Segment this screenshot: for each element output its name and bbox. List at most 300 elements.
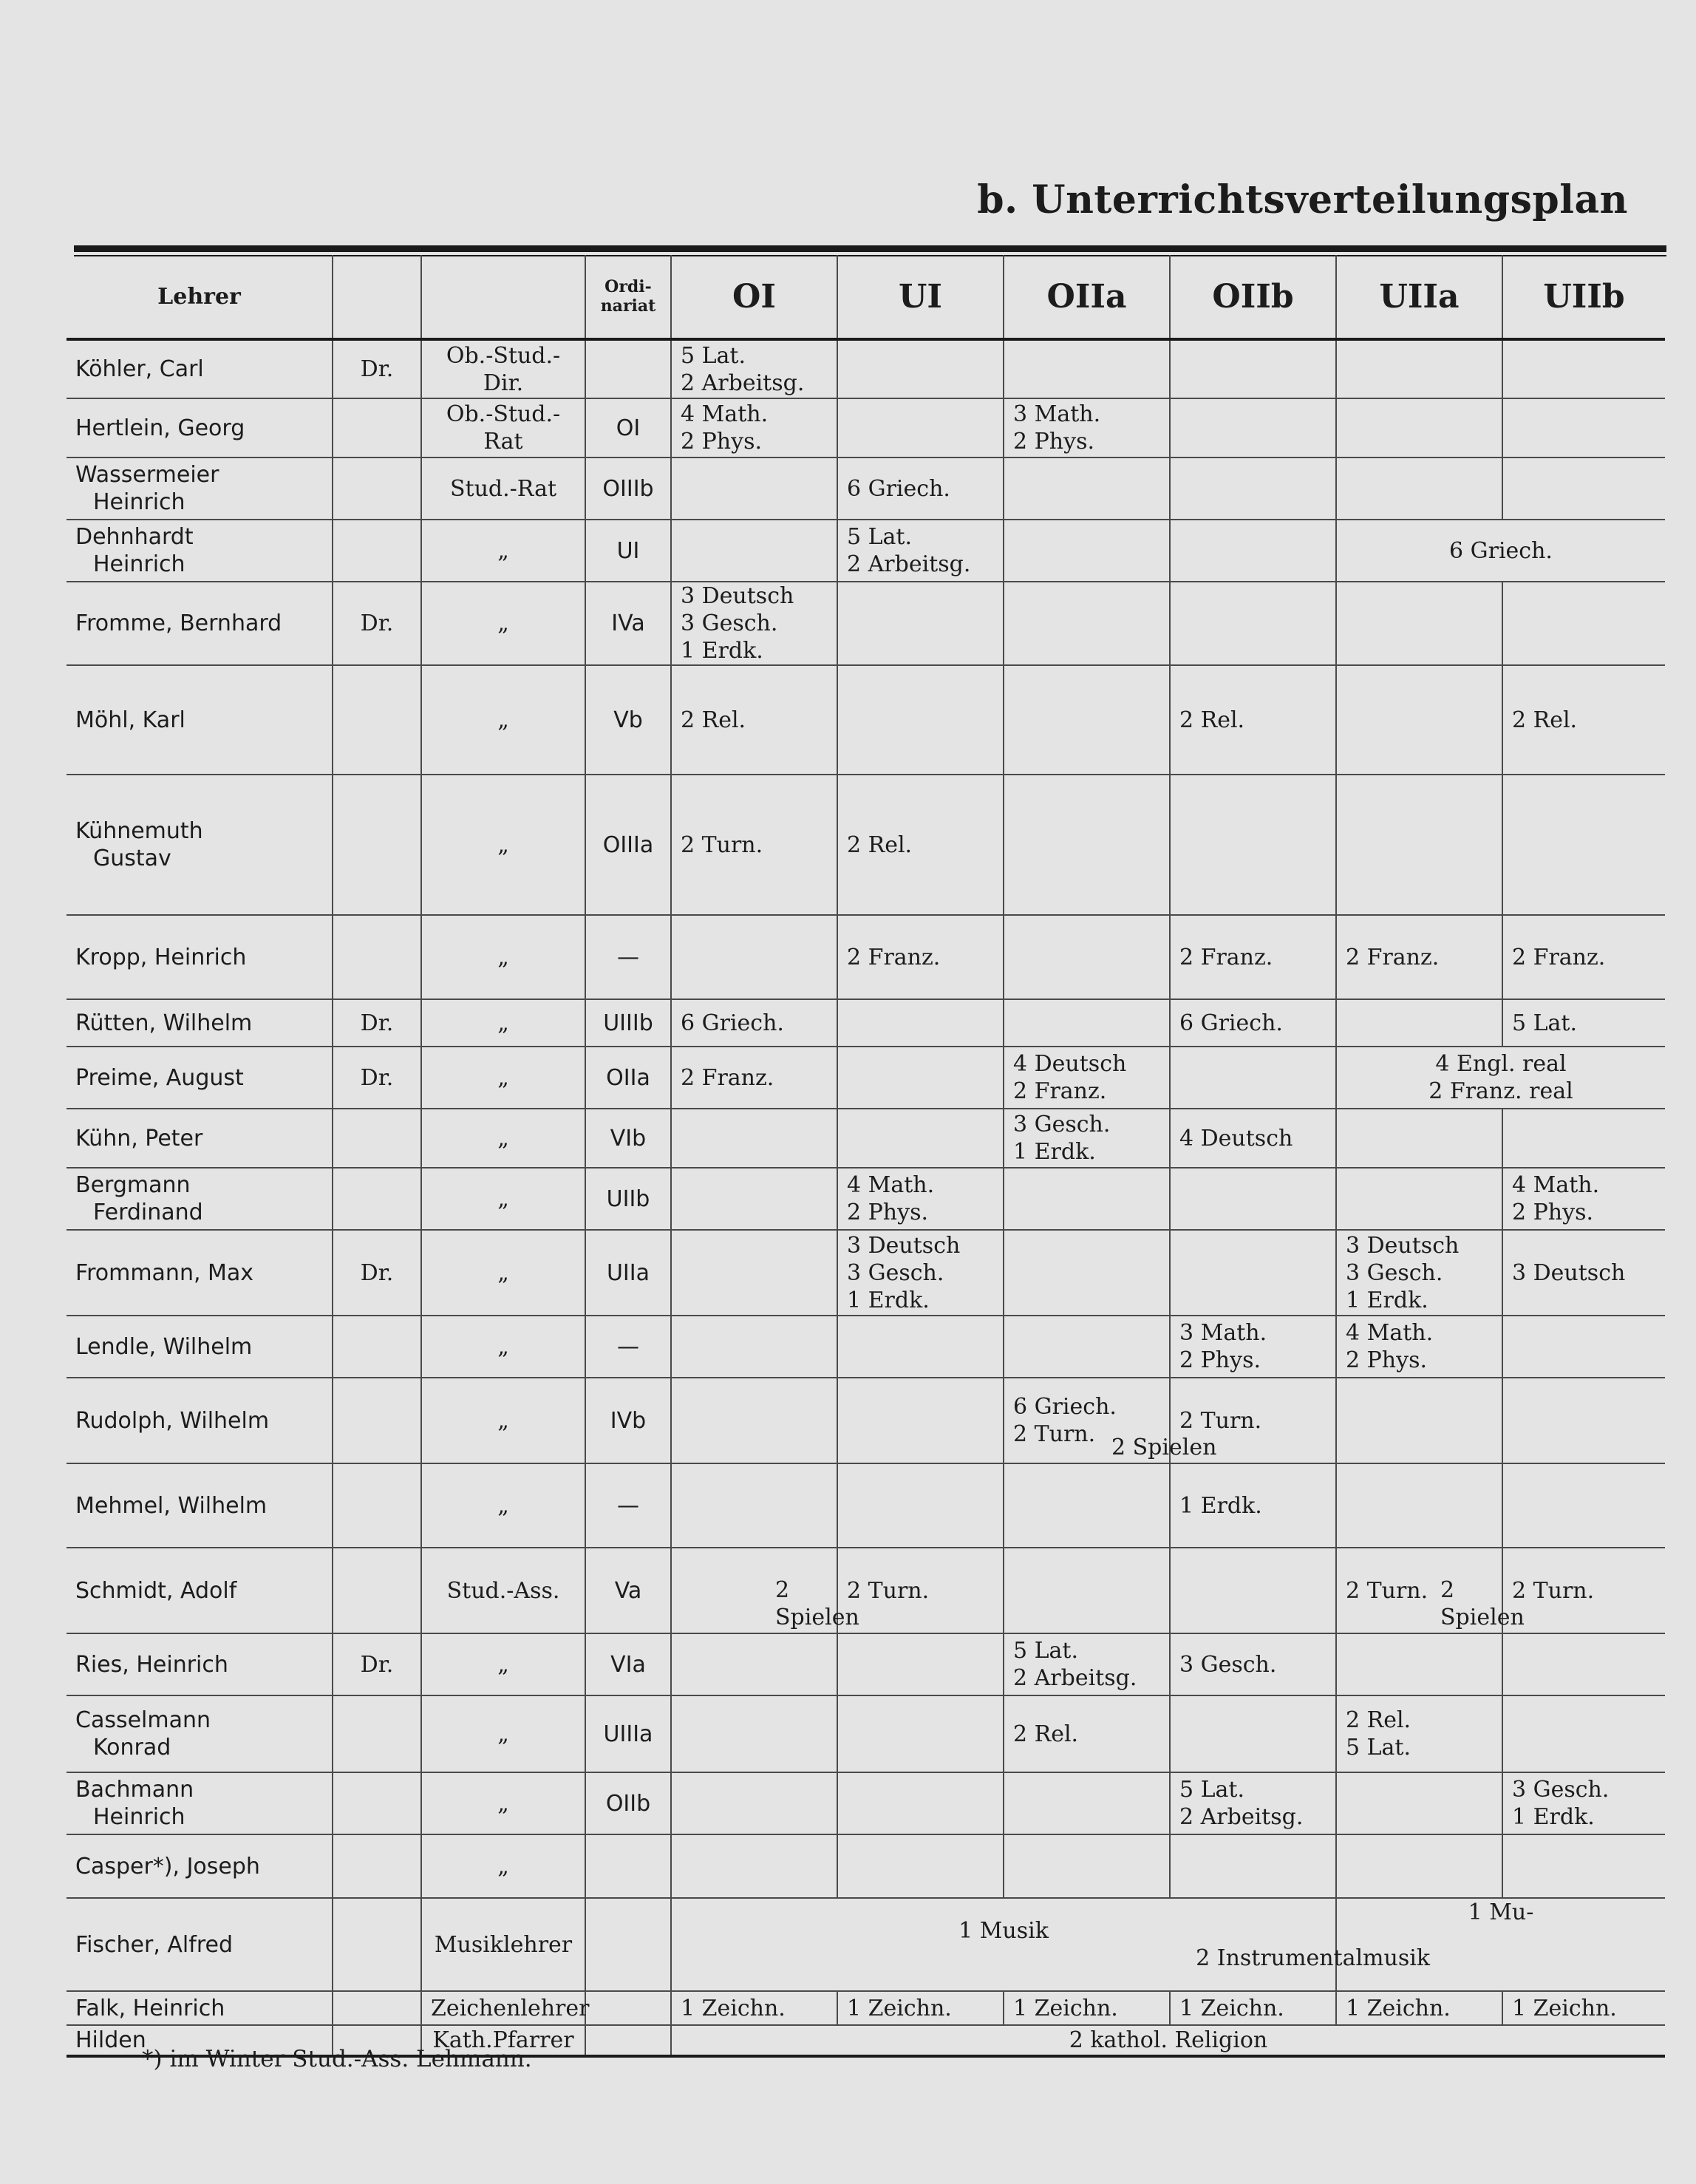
subject-cell: 4 Math. 2 Phys.	[1336, 1316, 1502, 1378]
ordinariat-class	[585, 1898, 671, 1991]
ordinariat-class	[585, 1834, 671, 1898]
subject-cell	[1004, 457, 1170, 520]
teacher-name	[67, 1047, 333, 1109]
teacher-degree: Dr.	[333, 1047, 421, 1109]
subject-cell	[1502, 457, 1665, 520]
subject-cell: 2 Turn.	[1502, 1548, 1665, 1633]
teacher-name	[67, 457, 333, 520]
spielen-note: 2 Spielen	[775, 1577, 859, 1630]
subject-cell	[671, 520, 837, 582]
teacher-name-line: Ferdinand	[93, 1200, 203, 1225]
subject-cell	[1336, 1109, 1502, 1168]
subject-cell	[837, 1633, 1004, 1695]
subject-cell: 3 Math. 2 Phys.	[1004, 398, 1170, 457]
subject-cell	[1004, 1316, 1170, 1378]
teacher-degree	[333, 915, 421, 999]
teacher-degree	[333, 1316, 421, 1378]
teacher-title: Ob.-Stud.-Rat	[421, 398, 585, 457]
subject-cell: 2 Turn. 2 Spielen	[1170, 1378, 1336, 1463]
teacher-degree	[333, 1463, 421, 1548]
teacher-degree	[333, 1834, 421, 1898]
religion-cell: 2 kathol. Religion	[671, 2025, 1665, 2056]
teacher-title: „	[421, 1772, 585, 1834]
table-row	[67, 1548, 1665, 1633]
table-row	[67, 775, 1665, 915]
teacher-degree	[333, 1898, 421, 1991]
teacher-name-line: Köhler, Carl	[75, 356, 204, 382]
subject-cell: 2 Franz.	[1502, 915, 1665, 999]
top-rule	[74, 245, 1666, 252]
subject-cell	[837, 1109, 1004, 1168]
spielen-note: 2 Spielen	[1440, 1577, 1525, 1630]
subject-cell: 5 Lat. 2 Arbeitsg.	[1170, 1772, 1336, 1834]
ordinariat-class: UI	[585, 520, 671, 582]
teacher-name-line: Hertlein, Georg	[75, 415, 245, 441]
teacher-degree	[333, 1168, 421, 1230]
teacher-name-line: Hilden	[75, 2027, 146, 2053]
subject-cell	[1502, 775, 1665, 915]
teacher-title: „	[421, 1378, 585, 1463]
teacher-name	[67, 1695, 333, 1772]
instrumental-music: 2 Instrumentalmusik	[1196, 1945, 1430, 1971]
subject-cell	[1004, 520, 1170, 582]
header-class: OI	[671, 255, 837, 339]
subject-cell: 2 Franz.	[1170, 915, 1336, 999]
subject-cell	[1336, 1633, 1502, 1695]
ordinariat-class: UIIa	[585, 1230, 671, 1316]
teacher-name-line: Heinrich	[93, 489, 185, 515]
table-row	[67, 1109, 1665, 1168]
header-class: OIIb	[1170, 255, 1336, 339]
teacher-name-line: Rudolph, Wilhelm	[75, 1407, 270, 1434]
ordinariat-class: —	[585, 1316, 671, 1378]
subject-cell	[1336, 339, 1502, 398]
subject-cell	[1004, 915, 1170, 999]
subject-cell	[1170, 1230, 1336, 1316]
teacher-name-line: Fromme, Bernhard	[75, 610, 282, 636]
table-row	[67, 1047, 1665, 1109]
teacher-degree: Dr.	[333, 339, 421, 398]
subject-cell	[1336, 775, 1502, 915]
ordinariat-class: Vb	[585, 665, 671, 775]
teacher-degree	[333, 775, 421, 915]
subject-cell	[671, 1695, 837, 1772]
subject-cell	[1336, 457, 1502, 520]
ordinariat-class: VIb	[585, 1109, 671, 1168]
teacher-name-line: Preime, August	[75, 1064, 244, 1091]
music-main: 1 Musik	[958, 1918, 1049, 1944]
subject-cell	[1336, 1463, 1502, 1548]
teacher-degree	[333, 1695, 421, 1772]
header-class: OIIa	[1004, 255, 1170, 339]
subject-cell: 3 Gesch. 1 Erdk.	[1502, 1772, 1665, 1834]
subject-cell	[1004, 1834, 1170, 1898]
subject-cell	[671, 1633, 837, 1695]
subject-cell	[671, 1772, 837, 1834]
teacher-name-line: Schmidt, Adolf	[75, 1577, 237, 1604]
teacher-name-line: Heinrich	[93, 1804, 185, 1830]
table-row	[67, 1633, 1665, 1695]
ordinariat-class: IVa	[585, 582, 671, 665]
teacher-name	[67, 665, 333, 775]
teacher-title: „	[421, 775, 585, 915]
ordinariat-class: —	[585, 915, 671, 999]
subject-cell	[1502, 398, 1665, 457]
ordinariat-class: IVb	[585, 1378, 671, 1463]
subject-cell	[1502, 1109, 1665, 1168]
ordinariat-class: UIIIa	[585, 1695, 671, 1772]
subject-cell: 4 Math. 2 Phys.	[837, 1168, 1004, 1230]
teacher-title: „	[421, 1695, 585, 1772]
subject-cell	[671, 1316, 837, 1378]
subject-cell	[1004, 1772, 1170, 1834]
teacher-degree	[333, 1772, 421, 1834]
subject-cell	[837, 1378, 1004, 1463]
subject-cell	[1170, 339, 1336, 398]
subject-cell-span: 4 Engl. real 2 Franz. real	[1336, 1047, 1665, 1109]
subject-cell	[1170, 520, 1336, 582]
subject-cell	[671, 1168, 837, 1230]
teacher-name-line: Wassermeier	[75, 462, 219, 488]
subject-cell	[837, 1316, 1004, 1378]
header-ordinariat: Ordi- nariat	[585, 255, 671, 339]
subject-cell: 5 Lat. 2 Arbeitsg.	[671, 339, 837, 398]
teacher-name	[67, 1168, 333, 1230]
subject-cell	[671, 1230, 837, 1316]
subject-cell	[1004, 1548, 1170, 1633]
header-class: UIIa	[1336, 255, 1502, 339]
subject-cell	[1502, 1834, 1665, 1898]
teacher-title: „	[421, 665, 585, 775]
table-row	[67, 1991, 1665, 2025]
subject-cell	[1004, 665, 1170, 775]
subject-cell	[1502, 582, 1665, 665]
subject-cell: 3 Deutsch 3 Gesch. 1 Erdk.	[1336, 1230, 1502, 1316]
subject-cell	[1502, 1695, 1665, 1772]
teacher-title: „	[421, 520, 585, 582]
teacher-name	[67, 520, 333, 582]
ordinariat-class: VIa	[585, 1633, 671, 1695]
teacher-name	[67, 1109, 333, 1168]
subject-cell	[671, 457, 837, 520]
teacher-title: Stud.-Rat	[421, 457, 585, 520]
teacher-name	[67, 1378, 333, 1463]
table-row	[67, 1230, 1665, 1316]
teacher-name	[67, 775, 333, 915]
subject-cell: 4 Math. 2 Phys.	[671, 398, 837, 457]
teacher-name	[67, 1316, 333, 1378]
teacher-name	[67, 1991, 333, 2025]
teacher-degree	[333, 398, 421, 457]
teacher-degree: Dr.	[333, 582, 421, 665]
subject-cell: 4 Deutsch	[1170, 1109, 1336, 1168]
subject-cell	[1004, 1463, 1170, 1548]
table-row	[67, 1316, 1665, 1378]
subject-cell: 2 Rel.	[1004, 1695, 1170, 1772]
subject-cell	[1170, 775, 1336, 915]
subject-cell	[671, 1109, 837, 1168]
ordinariat-class: UIIb	[585, 1168, 671, 1230]
teacher-name-line: Lendle, Wilhelm	[75, 1333, 253, 1360]
table-row	[67, 520, 1665, 582]
teacher-title: „	[421, 999, 585, 1047]
subject-cell	[1004, 775, 1170, 915]
header-title	[421, 255, 585, 339]
subject-cell	[1170, 1834, 1336, 1898]
subject-cell	[837, 582, 1004, 665]
ordinariat-class: Va	[585, 1548, 671, 1633]
teacher-name-line: Ries, Heinrich	[75, 1651, 228, 1678]
table-row	[67, 1695, 1665, 1772]
teacher-title: „	[421, 1463, 585, 1548]
teacher-title: Musiklehrer	[421, 1898, 585, 1991]
teacher-name-line: Konrad	[93, 1735, 171, 1761]
subject-cell: 2 Rel.	[837, 775, 1004, 915]
subject-cell: 4 Deutsch 2 Franz.	[1004, 1047, 1170, 1109]
teacher-title: „	[421, 1047, 585, 1109]
ordinariat-class: UIIIb	[585, 999, 671, 1047]
teacher-name-line: Rütten, Wilhelm	[75, 1010, 253, 1036]
teacher-degree	[333, 520, 421, 582]
header-row	[67, 255, 1665, 339]
subject-cell	[1170, 1548, 1336, 1633]
subject-cell	[671, 1378, 837, 1463]
subject-cell	[1502, 1378, 1665, 1463]
subject-cell	[1170, 1047, 1336, 1109]
subject-cell	[1004, 1168, 1170, 1230]
music-cell	[671, 1898, 1430, 1991]
teacher-degree	[333, 457, 421, 520]
teacher-name	[67, 915, 333, 999]
teacher-name-line: Casper*), Joseph	[75, 1853, 260, 1879]
subject-cell	[837, 1047, 1004, 1109]
subject-cell	[1502, 339, 1665, 398]
subject-cell: 5 Lat.	[1502, 999, 1665, 1047]
subject-cell: 6 Griech.	[1170, 999, 1336, 1047]
subject-cell	[1502, 1633, 1665, 1695]
teacher-degree: Dr.	[333, 1633, 421, 1695]
subject-cell: 5 Lat. 2 Arbeitsg.	[1004, 1633, 1170, 1695]
teacher-name-line: Möhl, Karl	[75, 707, 185, 733]
teacher-title: Zeichenlehrer	[421, 1991, 585, 2025]
teacher-title: „	[421, 1168, 585, 1230]
teacher-name-line: Falk, Heinrich	[75, 1995, 225, 2021]
subject-cell: 2 Rel.	[1170, 665, 1336, 775]
ordinariat-class	[585, 339, 671, 398]
table-row	[67, 1772, 1665, 1834]
subject-cell: 2 Rel. 5 Lat.	[1336, 1695, 1502, 1772]
teacher-name	[67, 1463, 333, 1548]
subject-cell: 1 Erdk.	[1170, 1463, 1336, 1548]
teacher-name-line: Heinrich	[93, 551, 185, 577]
subject-cell	[837, 999, 1004, 1047]
subject-cell: 2 Franz.	[671, 1047, 837, 1109]
teacher-degree	[333, 1991, 421, 2025]
teacher-name	[67, 398, 333, 457]
teacher-name-line: Mehmel, Wilhelm	[75, 1492, 268, 1519]
teacher-name	[67, 1548, 333, 1633]
subject-cell	[1004, 1230, 1170, 1316]
teacher-name	[67, 1898, 333, 1991]
teacher-name-line: Casselmann	[75, 1707, 211, 1733]
ordinariat-class: OIIb	[585, 1772, 671, 1834]
table-row	[67, 339, 1665, 398]
subject-cell: 1 Zeichn.	[1336, 1991, 1502, 2025]
teacher-name-line: Bergmann	[75, 1172, 191, 1198]
subject-cell: 4 Math. 2 Phys.	[1502, 1168, 1665, 1230]
subject-cell: 3 Deutsch 3 Gesch. 1 Erdk.	[671, 582, 837, 665]
ordinariat-class: OIIa	[585, 1047, 671, 1109]
subject-cell: 2 Franz.	[837, 915, 1004, 999]
teacher-degree	[333, 1548, 421, 1633]
subject-cell: 3 Deutsch	[1502, 1230, 1665, 1316]
table-row	[67, 665, 1665, 775]
subject-cell	[1336, 1772, 1502, 1834]
subject-cell: 3 Math. 2 Phys.	[1170, 1316, 1336, 1378]
page-title: b. Unterrichtsverteilungsplan	[977, 177, 1628, 222]
teacher-name-line: Kropp, Heinrich	[75, 944, 247, 970]
teacher-degree	[333, 1109, 421, 1168]
subject-cell: 3 Deutsch 3 Gesch. 1 Erdk.	[837, 1230, 1004, 1316]
subject-cell	[1170, 457, 1336, 520]
subject-cell	[837, 1834, 1004, 1898]
teacher-title: Stud.-Ass.	[421, 1548, 585, 1633]
teacher-name	[67, 999, 333, 1047]
teacher-title: Ob.-Stud.-Dir.	[421, 339, 585, 398]
subject-cell	[1170, 582, 1336, 665]
teacher-title: „	[421, 1834, 585, 1898]
teacher-name-line: Dehnhardt	[75, 524, 194, 550]
subject-cell	[1336, 999, 1502, 1047]
subject-cell	[1004, 999, 1170, 1047]
subject-cell	[671, 915, 837, 999]
teacher-title: „	[421, 582, 585, 665]
subject-cell	[1336, 1168, 1502, 1230]
footnote: *) im Winter Stud.-Ass. Lehmann.	[142, 2046, 532, 2072]
subject-cell: 6 Griech. 2 Turn.	[1004, 1378, 1170, 1463]
subject-cell	[1170, 398, 1336, 457]
subject-cell	[1170, 1695, 1336, 1772]
subject-cell	[837, 1772, 1004, 1834]
teacher-name-line: Fischer, Alfred	[75, 1931, 234, 1958]
teacher-name	[67, 1230, 333, 1316]
subject-cell: 1 Zeichn.	[1004, 1991, 1170, 2025]
subject-cell	[1336, 665, 1502, 775]
teacher-title: „	[421, 1109, 585, 1168]
subject-cell	[1502, 1316, 1665, 1378]
subject-cell: 6 Griech.	[671, 999, 837, 1047]
teacher-name-line: Bachmann	[75, 1777, 194, 1803]
teacher-title: „	[421, 1633, 585, 1695]
teacher-degree	[333, 1378, 421, 1463]
teacher-name-line: Kühnemuth	[75, 818, 203, 844]
subject-cell	[1336, 582, 1502, 665]
spielen-note: 2 Spielen	[1111, 1435, 1217, 1460]
header-dr	[333, 255, 421, 339]
teacher-name	[67, 1772, 333, 1834]
subject-cell: 2 Turn.	[837, 1548, 1004, 1633]
teacher-title: „	[421, 915, 585, 999]
teacher-name-line: Gustav	[93, 846, 171, 871]
subject-cell: 1 Zeichn.	[671, 1991, 837, 2025]
table-row	[67, 1463, 1665, 1548]
subject-cell: 1 Zeichn.	[837, 1991, 1004, 2025]
subject-cell: 2 Rel.	[1502, 665, 1665, 775]
subject-cell	[1004, 339, 1170, 398]
distribution-table	[67, 255, 1665, 2058]
subject-cell	[671, 1463, 837, 1548]
music-cell-2: 1 Mu-	[1336, 1898, 1665, 1991]
header-class: UI	[837, 255, 1004, 339]
ordinariat-class: OIIIa	[585, 775, 671, 915]
teacher-name	[67, 1633, 333, 1695]
subject-cell	[1170, 1168, 1336, 1230]
subject-cell: 3 Gesch.	[1170, 1633, 1336, 1695]
table-row	[67, 582, 1665, 665]
subject-cell	[837, 1695, 1004, 1772]
subject-cell: 2 Turn.	[671, 775, 837, 915]
teacher-degree: Dr.	[333, 999, 421, 1047]
ordinariat-class: OIIIb	[585, 457, 671, 520]
teacher-name	[67, 339, 333, 398]
subject-cell	[671, 1834, 837, 1898]
subject-cell	[837, 665, 1004, 775]
table-row	[67, 999, 1665, 1047]
subject-cell	[837, 398, 1004, 457]
subject-cell	[1004, 582, 1170, 665]
subject-cell: 2 Rel.	[671, 665, 837, 775]
ordinariat-class: OI	[585, 398, 671, 457]
ordinariat-class	[585, 2025, 671, 2056]
subject-cell	[1336, 1378, 1502, 1463]
teacher-degree	[333, 665, 421, 775]
teacher-name-line: Frommann, Max	[75, 1259, 254, 1286]
ordinariat-class: —	[585, 1463, 671, 1548]
subject-cell	[837, 339, 1004, 398]
subject-cell	[1336, 1834, 1502, 1898]
subject-cell: 3 Gesch. 1 Erdk.	[1004, 1109, 1170, 1168]
table-row	[67, 457, 1665, 520]
teacher-name	[67, 582, 333, 665]
table-row	[67, 1168, 1665, 1230]
subject-cell: 5 Lat. 2 Arbeitsg.	[837, 520, 1004, 582]
header-lehrer: Lehrer	[67, 255, 333, 339]
table-row	[67, 1834, 1665, 1898]
header-class: UIIb	[1502, 255, 1665, 339]
subject-cell: 1 Zeichn.	[1170, 1991, 1336, 2025]
table-row	[67, 398, 1665, 457]
teacher-title: „	[421, 1230, 585, 1316]
teacher-title: „	[421, 1316, 585, 1378]
teacher-name-line: Kühn, Peter	[75, 1125, 203, 1151]
subject-cell: 2 Franz.	[1336, 915, 1502, 999]
teacher-degree: Dr.	[333, 1230, 421, 1316]
teacher-name	[67, 1834, 333, 1898]
table-row	[67, 1378, 1665, 1463]
subject-cell	[1502, 1463, 1665, 1548]
subject-cell	[837, 1463, 1004, 1548]
subject-cell	[1336, 398, 1502, 457]
subject-cell	[671, 1548, 859, 1633]
subject-cell: 6 Griech.	[837, 457, 1004, 520]
subject-cell-span: 6 Griech.	[1336, 520, 1665, 582]
subject-cell: 2 Turn. 2 Spielen	[1336, 1548, 1502, 1633]
table-row	[67, 915, 1665, 999]
teacher-title: Kath.Pfarrer	[421, 2025, 585, 2056]
ordinariat-class	[585, 1991, 671, 2025]
subject-cell: 1 Zeichn.	[1502, 1991, 1665, 2025]
table-row	[67, 1898, 1665, 1991]
